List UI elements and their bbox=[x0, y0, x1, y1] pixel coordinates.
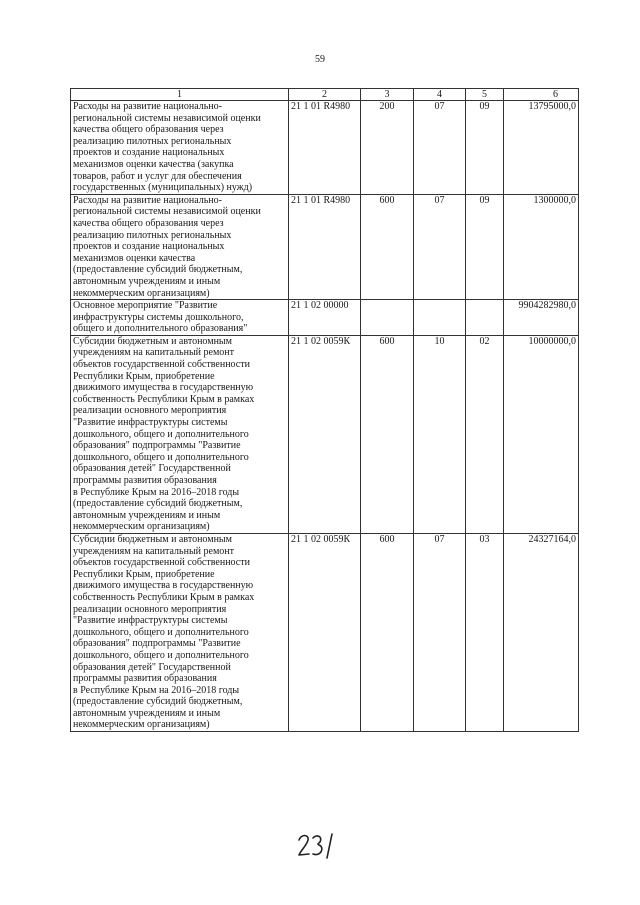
row-expense-type: 600 bbox=[361, 194, 414, 299]
budget-table bbox=[70, 88, 579, 732]
row-target-code: 21 1 01 R4980 bbox=[289, 101, 361, 195]
column-header-6: 6 bbox=[504, 89, 579, 101]
table-row bbox=[71, 101, 579, 195]
row-subsection: 03 bbox=[466, 533, 504, 731]
row-description: Расходы на развитие национально- региональной системы независимой оценки качества общего образования через реализацию пилотных региональных проектов и создание национальных механизмов оценки качества (закупка товаров, работ и услуг для обеспечения государственных (муниципальных) нужд) bbox=[71, 101, 289, 195]
row-section: 07 bbox=[414, 533, 466, 731]
column-header-4: 4 bbox=[414, 89, 466, 101]
handwritten-page-number bbox=[296, 828, 340, 862]
row-subsection: 09 bbox=[466, 194, 504, 299]
row-subsection bbox=[466, 300, 504, 336]
row-amount: 1300000,0 bbox=[504, 194, 579, 299]
row-section: 07 bbox=[414, 194, 466, 299]
row-subsection: 09 bbox=[466, 101, 504, 195]
row-target-code: 21 1 02 0059К bbox=[289, 335, 361, 533]
table-row bbox=[71, 194, 579, 299]
table-header-row bbox=[71, 89, 579, 101]
row-target-code: 21 1 02 0059К bbox=[289, 533, 361, 731]
row-section bbox=[414, 300, 466, 336]
page-number: 59 bbox=[315, 54, 325, 65]
column-header-3: 3 bbox=[361, 89, 414, 101]
column-header-1: 1 bbox=[71, 89, 289, 101]
column-header-2: 2 bbox=[289, 89, 361, 101]
row-amount: 13795000,0 bbox=[504, 101, 579, 195]
row-expense-type: 600 bbox=[361, 533, 414, 731]
row-expense-type bbox=[361, 300, 414, 336]
table-row bbox=[71, 300, 579, 336]
row-target-code: 21 1 01 R4980 bbox=[289, 194, 361, 299]
row-target-code: 21 1 02 00000 bbox=[289, 300, 361, 336]
column-header-5: 5 bbox=[466, 89, 504, 101]
row-section: 10 bbox=[414, 335, 466, 533]
table-row bbox=[71, 533, 579, 731]
row-expense-type: 600 bbox=[361, 335, 414, 533]
row-description: Расходы на развитие национально- региональной системы независимой оценки качества общего образования через реализацию пилотных региональных проектов и создание национальных механизмов оценки качества (предоставление субсидий бюджетным, автономным учреждениям и иным некоммерческим организациям) bbox=[71, 194, 289, 299]
row-amount: 24327164,0 bbox=[504, 533, 579, 731]
row-amount: 9904282980,0 bbox=[504, 300, 579, 336]
row-subsection: 02 bbox=[466, 335, 504, 533]
row-section: 07 bbox=[414, 101, 466, 195]
table-row bbox=[71, 335, 579, 533]
row-expense-type: 200 bbox=[361, 101, 414, 195]
row-description: Основное мероприятие "Развитие инфраструктуры системы дошкольного, общего и дополнительного образования" bbox=[71, 300, 289, 336]
row-description: Субсидии бюджетным и автономным учреждениям на капитальный ремонт объектов государственной собственности Республики Крым, приобретение движимого имущества в государственную собственность Республики Крым в рамках реализации основного мероприятия "Развитие инфраструктуры системы дошкольного, общего и дополнительного образования" подпрограммы "Развитие дошкольного, общего и дополнительного образования детей" Государственной программы развития образования в Республике Крым на 2016–2018 годы (предоставление субсидий бюджетным, автономным учреждениям и иным некоммерческим организациям) bbox=[71, 335, 289, 533]
row-description: Субсидии бюджетным и автономным учреждениям на капитальный ремонт объектов государственной собственности Республики Крым, приобретение движимого имущества в государственную собственность Республики Крым в рамках реализации основного мероприятия "Развитие инфраструктуры системы дошкольного, общего и дополнительного образования" подпрограммы "Развитие дошкольного, общего и дополнительного образования детей" Государственной программы развития образования в Республике Крым на 2016–2018 годы (предоставление субсидий бюджетным, автономным учреждениям и иным некоммерческим организациям) bbox=[71, 533, 289, 731]
row-amount: 10000000,0 bbox=[504, 335, 579, 533]
